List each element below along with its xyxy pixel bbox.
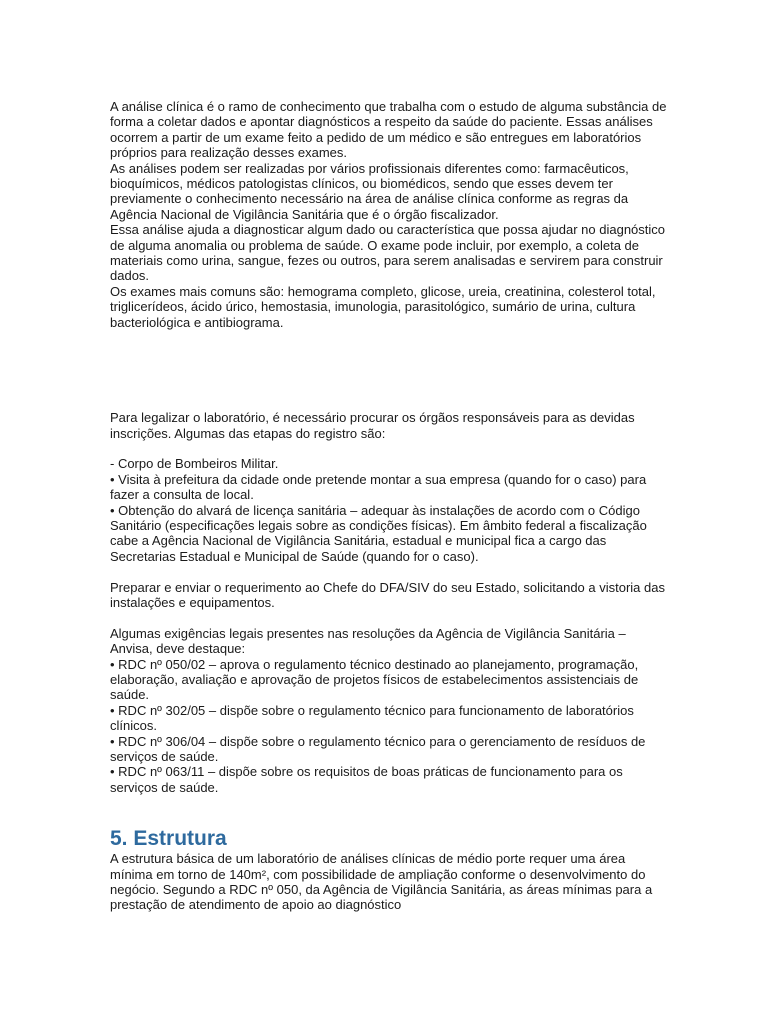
exigencias-intro: Algumas exigências legais presentes nas resoluções da Agência de Vigilância Sanitária – Anvisa, deve destaque: bbox=[110, 625, 626, 657]
paragraph: As análises podem ser realizadas por vários profissionais diferentes como: farmacêuticos, bioquímicos, médicos patologistas clínicos, ou biomédicos, sendo que esses devem ter previamente o conhecimento necessário na área de análise clínica conforme as regras da Agência Nacional de Vigilância Sanitária que é o órgão fiscalizador. bbox=[110, 160, 629, 222]
registration-intro: Para legalizar o laboratório, é necessário procurar os órgãos responsáveis para as devidas inscrições. Algumas das etapas do registro são: bbox=[110, 410, 635, 441]
paragraph: A estrutura básica de um laboratório de análises clínicas de médio porte requer uma área mínima em torno de 140m², com possibilidade de ampliação conforme o desenvolvimento do negócio. Segundo a RDC nº 050, da Agência de Vigilância Sanitária, as áreas mínimas para a prestação de atendimento de apoio ao diagnóstico bbox=[110, 851, 653, 913]
spacer bbox=[110, 330, 670, 410]
document-body bbox=[110, 99, 670, 913]
spacer bbox=[110, 441, 670, 456]
paragraph: Os exames mais comuns são: hemograma completo, glicose, ureia, creatinina, colesterol total, triglicerídeos, ácido úrico, hemostasia, imunologia, parasitológico, sumário de urina, cultura bacteriológica e antibiograma. bbox=[110, 283, 656, 330]
section-heading: 5. Estrutura bbox=[110, 827, 227, 851]
requerimento-paragraph: Preparar e enviar o requerimento ao Chefe do DFA/SIV do seu Estado, solicitando a vistoria das instalações e equipamentos. bbox=[110, 579, 665, 610]
registration-step: • Visita à prefeitura da cidade onde pretende montar a sua empresa (quando for o caso) para fazer a consulta de local. bbox=[110, 471, 647, 503]
rdc-item: • RDC nº 050/02 – aprova o regulamento técnico destinado ao planejamento, programação, elaboração, avaliação e aprovação de projetos físicos de estabelecimentos assistenciais de saúde. bbox=[110, 656, 639, 703]
rdc-item: • RDC nº 063/11 – dispõe sobre os requisitos de boas práticas de funcionamento para os serviços de saúde. bbox=[110, 764, 623, 795]
registration-step: • Obtenção do alvará de licença sanitária – adequar às instalações de acordo com o Código Sanitário (especificações legais sobre as condições físicas). Em âmbito federal a fiscalização cabe a Agência Nacional de Vigilância Sanitária, estadual e municipal fica a cargo das Secretarias Estadual e Municipal de Saúde (quando for o caso). bbox=[110, 502, 647, 564]
paragraph: A análise clínica é o ramo de conhecimento que trabalha com o estudo de alguma substância de forma a coletar dados e apontar diagnósticos a respeito da saúde do paciente. Essas análises ocorrem a partir de um exame feito a pedido de um médico e são entregues em laboratórios próprios para realização desses exames. bbox=[110, 99, 667, 161]
paragraph: Essa análise ajuda a diagnosticar algum dado ou característica que possa ajudar no diagnóstico de alguma anomalia ou problema de saúde. O exame pode incluir, por exemplo, a coleta de materiais como urina, sangue, fezes ou outros, para serem analisadas e servirem para construir dados. bbox=[110, 222, 666, 284]
spacer bbox=[110, 564, 670, 579]
registration-step: - Corpo de Bombeiros Militar. bbox=[110, 456, 279, 472]
rdc-item: • RDC nº 302/05 – dispõe sobre o regulamento técnico para funcionamento de laboratórios clínicos. bbox=[110, 702, 634, 734]
rdc-item: • RDC nº 306/04 – dispõe sobre o regulamento técnico para o gerenciamento de resíduos de serviços de saúde. bbox=[110, 733, 646, 764]
spacer bbox=[110, 610, 670, 625]
